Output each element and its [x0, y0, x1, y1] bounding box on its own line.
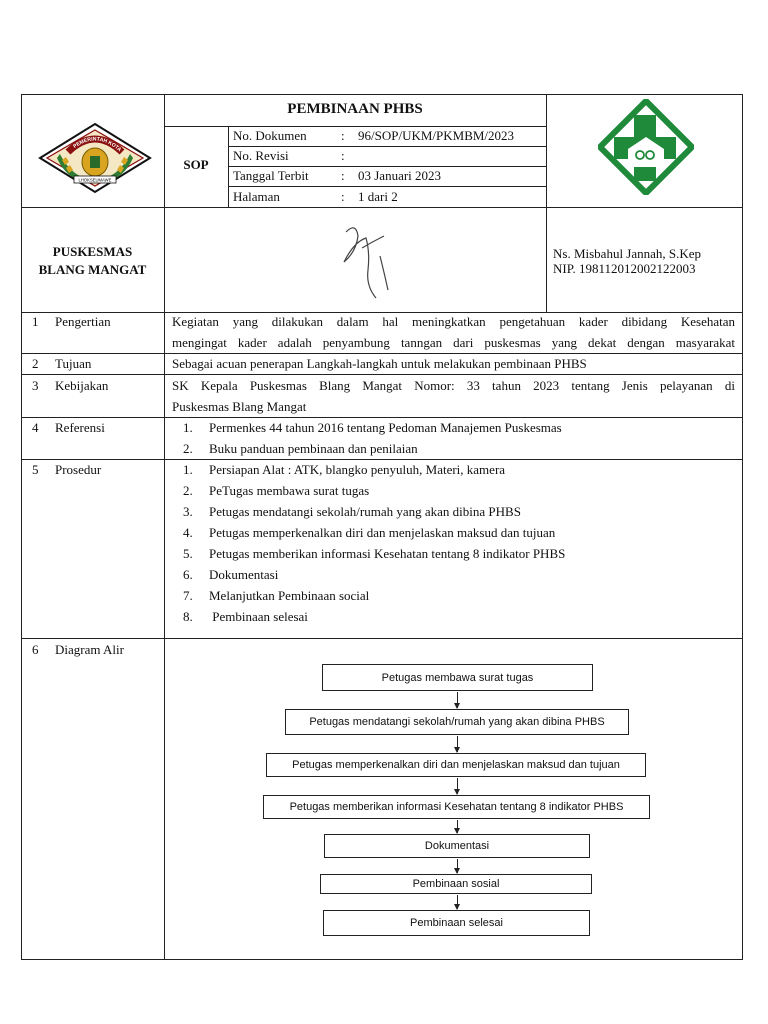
- sop-label: SOP: [183, 157, 209, 172]
- meta-label-revision: No. Revisi: [233, 148, 289, 163]
- list-item: PeTugas membawa surat tugas: [209, 483, 370, 498]
- section-title-tujuan: Tujuan: [55, 356, 92, 371]
- meta-separator: :: [341, 128, 345, 143]
- meta-label-page: Halaman: [233, 189, 280, 204]
- section-title-prosedur: Prosedur: [55, 462, 102, 477]
- institution-name-line2: BLANG MANGAT: [38, 262, 147, 277]
- header-divider: [21, 207, 743, 208]
- signer-name: Ns. Misbahul Jannah, S.Kep: [553, 246, 702, 261]
- document-title: PEMBINAAN PHBS: [287, 101, 423, 117]
- list-item-number: 4.: [183, 525, 193, 540]
- puskesmas-logo: [598, 99, 694, 195]
- section-number: 1: [32, 314, 39, 329]
- flow-step: Petugas memberikan informasi Kesehatan tentang 8 indikator PHBS: [263, 795, 650, 819]
- section-number: 4: [32, 420, 39, 435]
- list-item: Buku panduan pembinaan dan penilaian: [209, 441, 418, 456]
- list-item-number: 5.: [183, 546, 193, 561]
- section-title-diagram-alir: Diagram Alir: [55, 642, 124, 657]
- section-text-line: mengingat kader adalah penyambung tanngan dari puskesmas yang dekat dengan masyarakat: [172, 335, 735, 350]
- flow-arrow: [457, 692, 458, 708]
- list-item: Petugas memperkenalkan diri dan menjelaskan maksud dan tujuan: [209, 525, 556, 540]
- flow-arrow: [457, 895, 458, 909]
- flow-arrow: [457, 778, 458, 794]
- list-item-number: 8.: [183, 609, 193, 624]
- body-divider: [164, 312, 165, 960]
- flow-step: Petugas mendatangi sekolah/rumah yang akan dibina PHBS: [285, 709, 629, 735]
- list-item: Permenkes 44 tahun 2016 tentang Pedoman Manajemen Puskesmas: [209, 420, 562, 435]
- row-divider: [21, 459, 743, 460]
- section-number: 6: [32, 642, 39, 657]
- city-emblem-logo: [38, 122, 152, 194]
- list-item-number: 2.: [183, 441, 193, 456]
- row-divider: [21, 353, 743, 354]
- list-item: Pembinaan selesai: [209, 609, 308, 624]
- list-item: Petugas memberikan informasi Kesehatan tentang 8 indikator PHBS: [209, 546, 566, 561]
- flow-arrow: [457, 820, 458, 833]
- row-divider: [21, 638, 743, 639]
- list-item: Melanjutkan Pembinaan social: [209, 588, 370, 603]
- section-text-line: Puskesmas Blang Mangat: [172, 399, 307, 414]
- section-text-line: Sebagai acuan penerapan Langkah-langkah untuk melakukan pembinaan PHBS: [172, 356, 587, 371]
- header-divider: [228, 166, 546, 167]
- section-title-referensi: Referensi: [55, 420, 105, 435]
- header-divider: [21, 312, 743, 313]
- row-divider: [21, 417, 743, 418]
- header-divider: [228, 146, 546, 147]
- flow-arrow: [457, 736, 458, 752]
- meta-separator: :: [341, 168, 345, 183]
- flow-arrow: [457, 859, 458, 873]
- signature: [326, 212, 406, 310]
- institution-name-line1: PUSKESMAS: [52, 244, 133, 259]
- flow-step: Petugas memperkenalkan diri dan menjelaskan maksud dan tujuan: [266, 753, 646, 777]
- svg-text:PEMERINTAH KOTA: PEMERINTAH KOTA: [72, 136, 123, 154]
- flow-step: Pembinaan selesai: [323, 910, 590, 936]
- flow-step: Dokumentasi: [324, 834, 590, 858]
- section-number: 2: [32, 356, 39, 371]
- section-number: 5: [32, 462, 39, 477]
- list-item-number: 6.: [183, 567, 193, 582]
- section-title-pengertian: Pengertian: [55, 314, 111, 329]
- header-divider: [164, 126, 546, 127]
- row-divider: [21, 374, 743, 375]
- section-text-line: Kegiatan yang dilakukan dalam hal meningkatkan pengetahuan kader dibidang Kesehatan: [172, 314, 735, 329]
- meta-label-issue-date: Tanggal Terbit: [233, 168, 309, 183]
- header-divider: [228, 186, 546, 187]
- list-item-number: 3.: [183, 504, 193, 519]
- list-item: Petugas mendatangi sekolah/rumah yang akan dibina PHBS: [209, 504, 521, 519]
- meta-separator: :: [341, 148, 345, 163]
- meta-label-document-no: No. Dokumen: [233, 128, 307, 143]
- section-title-kebijakan: Kebijakan: [55, 378, 109, 393]
- meta-value-document-no: 96/SOP/UKM/PKMBM/2023: [358, 128, 515, 143]
- header-divider: [546, 94, 547, 312]
- list-item-number: 1.: [183, 462, 193, 477]
- meta-separator: :: [341, 189, 345, 204]
- flow-step: Pembinaan sosial: [320, 874, 592, 894]
- list-item: Dokumentasi: [209, 567, 279, 582]
- meta-value-page: 1 dari 2: [358, 189, 398, 204]
- list-item-number: 2.: [183, 483, 193, 498]
- list-item-number: 7.: [183, 588, 193, 603]
- section-number: 3: [32, 378, 39, 393]
- svg-text:LHOKSEUMAWE: LHOKSEUMAWE: [78, 177, 112, 183]
- list-item: Persiapan Alat : ATK, blangko penyuluh, Materi, kamera: [209, 462, 506, 477]
- flow-step: Petugas membawa surat tugas: [322, 664, 593, 691]
- meta-value-issue-date: 03 Januari 2023: [358, 168, 442, 183]
- signer-nip: NIP. 198112012002122003: [553, 261, 696, 276]
- list-item-number: 1.: [183, 420, 193, 435]
- section-text-line: SK Kepala Puskesmas Blang Mangat Nomor: 33 tahun 2023 tentang Jenis pelayanan di: [172, 378, 735, 393]
